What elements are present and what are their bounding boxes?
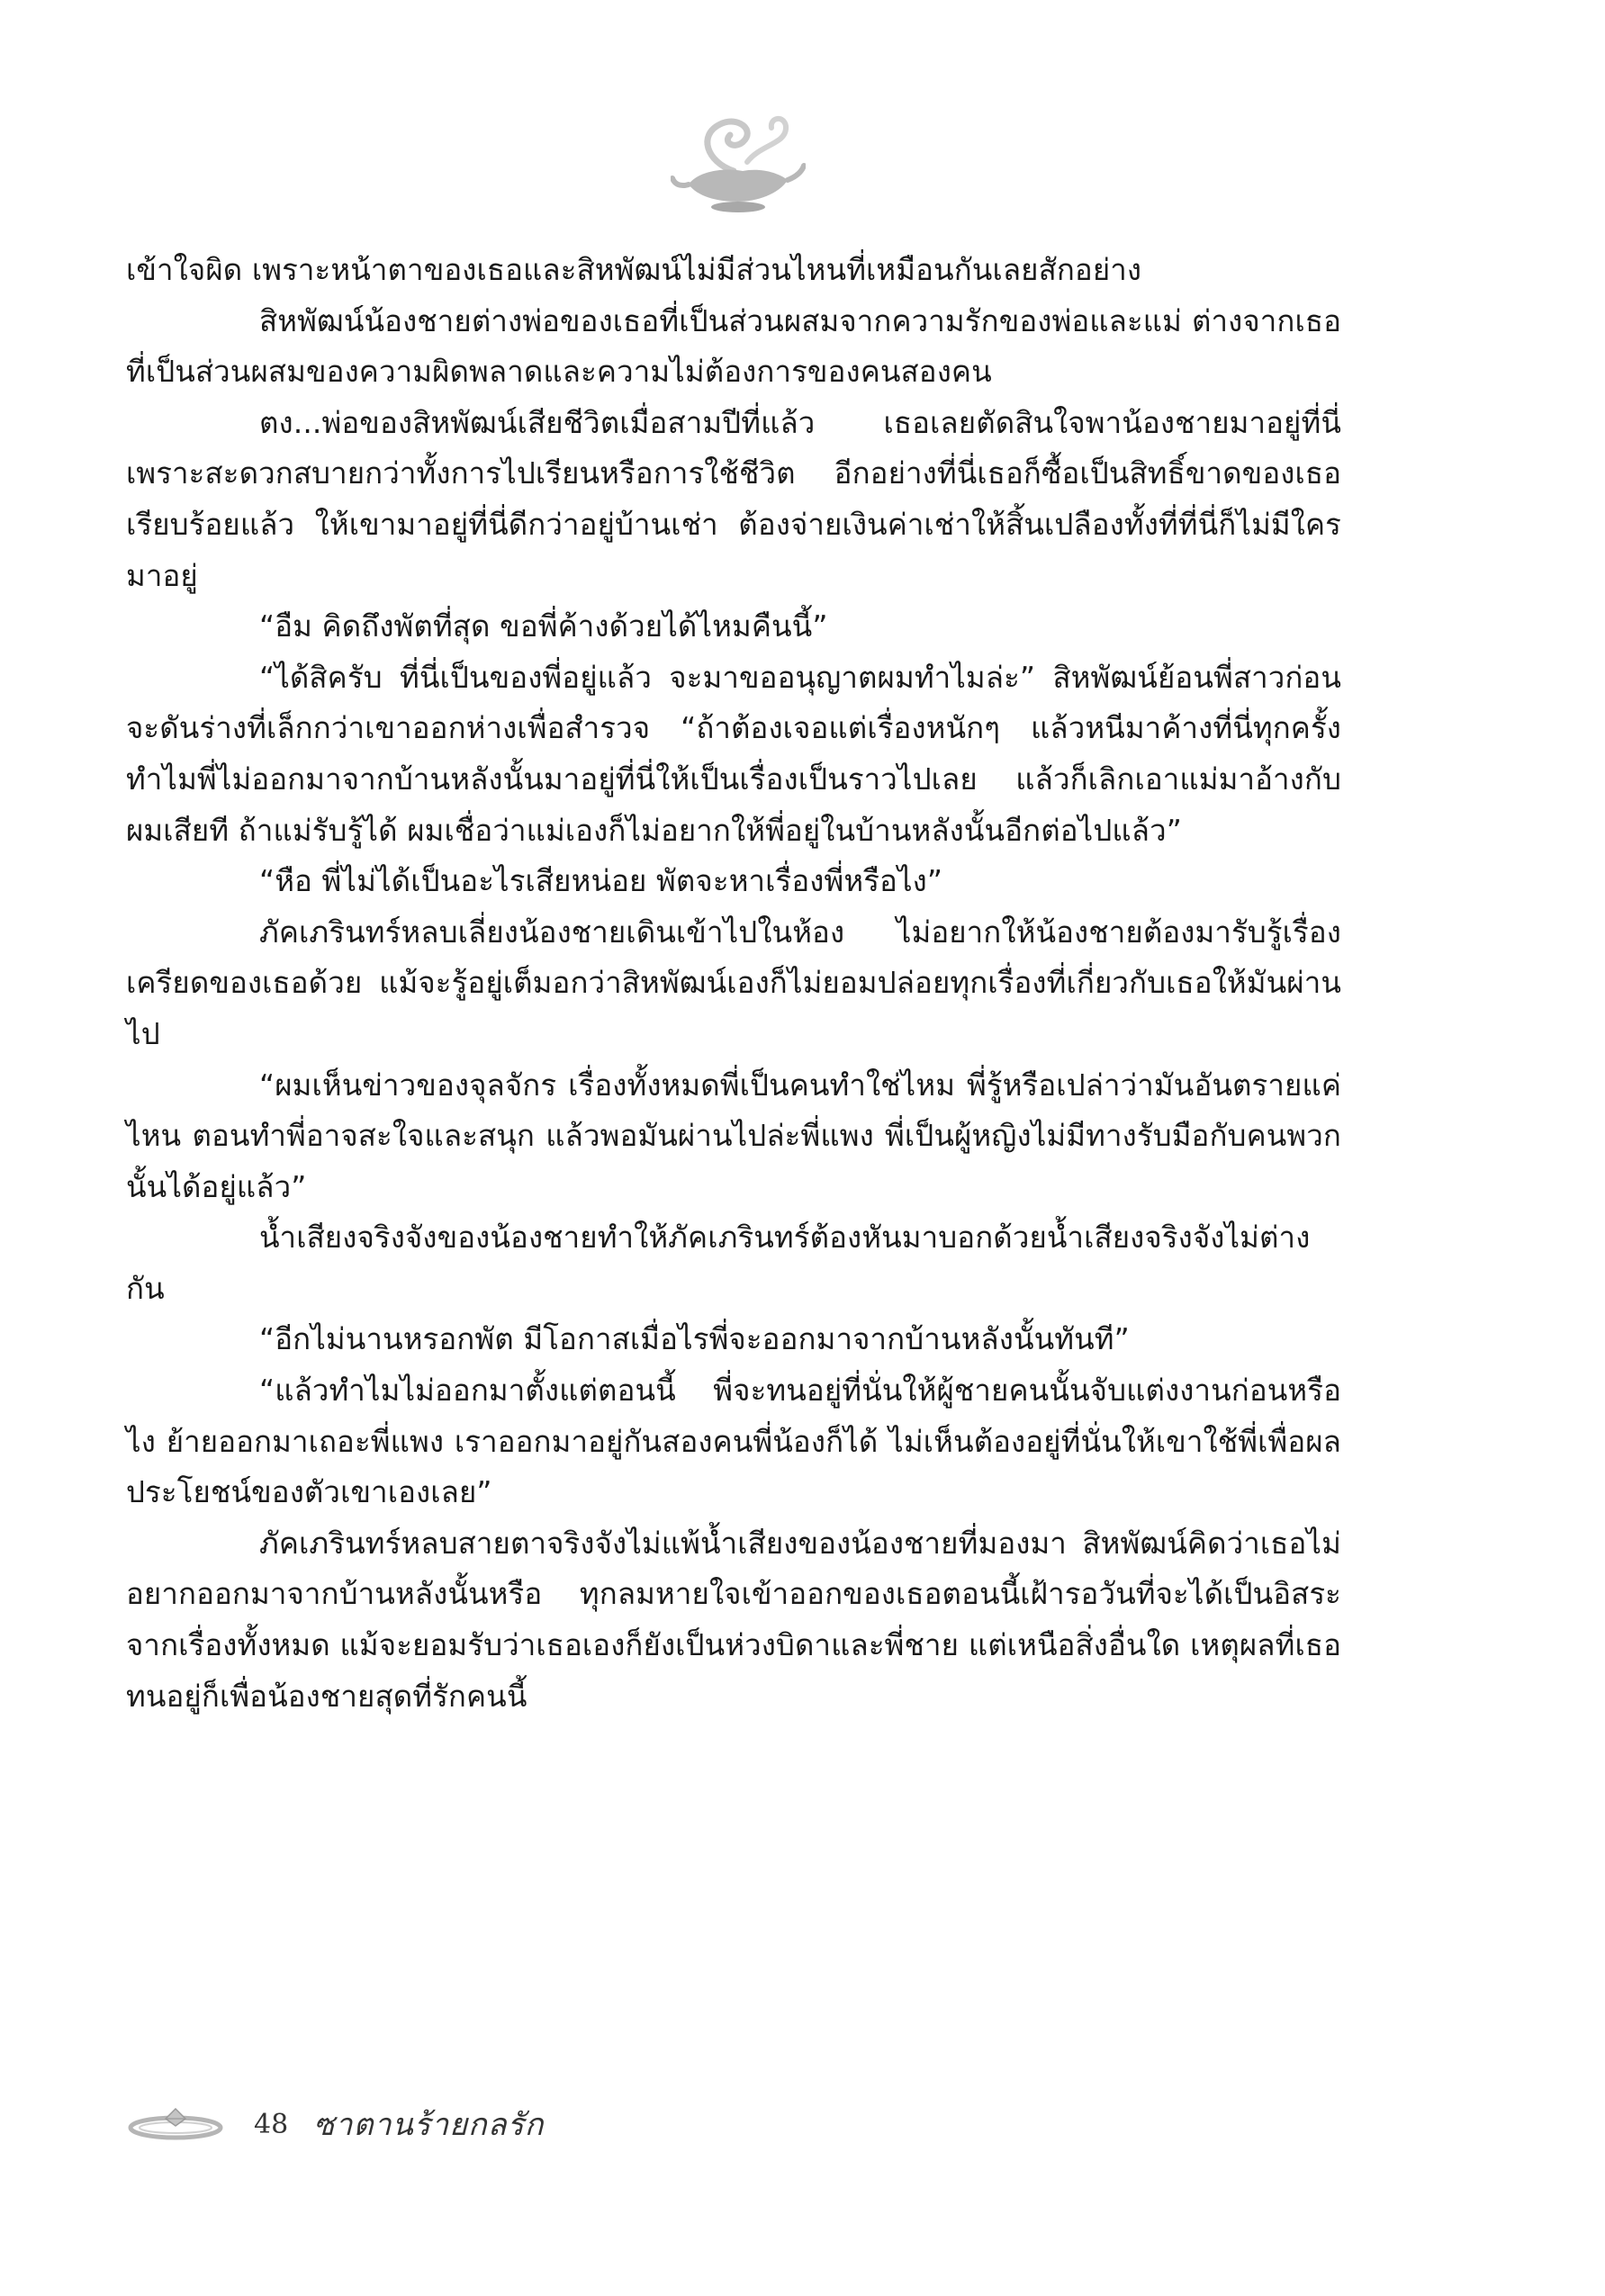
page-footer bbox=[126, 2097, 544, 2151]
diamond-ring-icon bbox=[126, 2106, 225, 2142]
paragraph: “แล้วทำไมไม่ออกมาตั้งแต่ตอนนี้ พี่จะทนอยู่ที่นั่นให้ผู้ชายคนนั้นจับแต่งงานก่อนหรือไง ย้ายออกมาเถอะพี่แพง เราออกมาอยู่กันสองคนพี่น้องก็ได้ ไม่เห็นต้องอยู่ที่นั่นให้เขาใช้พี่เพื่อผลประโยชน์ของตัวเขาเองเลย” bbox=[126, 1373, 1341, 1510]
paragraph: “ผมเห็นข่าวของจุลจักร เรื่องทั้งหมดพี่เป็นคนทำใช่ไหม พี่รู้หรือเปล่าว่ามันอันตรายแค่ไหน ตอนทำพี่อาจสะใจและสนุก แล้วพอมันผ่านไปล่ะพี่แพง พี่เป็นผู้หญิงไม่มีทางรับมือกับคนพวกนั้นได้อยู่แล้ว” bbox=[126, 1067, 1341, 1204]
paragraph: ภัคเภรินทร์หลบเลี่ยงน้องชายเดินเข้าไปในห้อง ไม่อยากให้น้องชายต้องมารับรู้เรื่องเครียดของเธอด้วย แม้จะรู้อยู่เต็มอกว่าสิหพัฒน์เองก็ไม่ยอมปล่อยทุกเรื่องที่เกี่ยวกับเธอให้มันผ่านไป bbox=[126, 914, 1341, 1051]
paragraph: ภัคเภรินทร์หลบสายตาจริงจังไม่แพ้น้ำเสียงของน้องชายที่มองมา สิหพัฒน์คิดว่าเธอไม่อยากออกมาจากบ้านหลังนั้นหรือ ทุกลมหายใจเข้าออกของเธอตอนนี้เฝ้ารอวันที่จะได้เป็นอิสระจากเรื่องทั้งหมด แม้จะยอมรับว่าเธอเองก็ยังเป็นห่วงบิดาและพี่ชาย แต่เหนือสิ่งอื่นใด เหตุผลที่เธอทนอยู่ก็เพื่อน้องชายสุดที่รักคนนี้ bbox=[126, 1525, 1341, 1714]
paragraph: เข้าใจผิด เพราะหน้าตาของเธอและสิหพัฒน์ไม่มีส่วนไหนที่เหมือนกันเลยสักอย่าง bbox=[126, 252, 1142, 287]
body-text bbox=[126, 245, 1341, 1722]
paragraph: สิหพัฒน์น้องชายต่างพ่อของเธอที่เป็นส่วนผสมจากความรักของพ่อและแม่ ต่างจากเธอที่เป็นส่วนผสมของความผิดพลาดและความไม่ต้องการของคนสองคน bbox=[126, 302, 1341, 390]
book-title: ซาตานร้ายกลรัก bbox=[313, 2107, 545, 2143]
magic-lamp-icon bbox=[671, 108, 806, 216]
paragraph: ตง...พ่อของสิหพัฒน์เสียชีวิตเมื่อสามปีที่แล้ว เธอเลยตัดสินใจพาน้องชายมาอยู่ที่นี่ เพราะสะดวกสบายกว่าทั้งการไปเรียนหรือการใช้ชีวิต อีกอย่างที่นี่เธอก็ซื้อเป็นสิทธิ์ขาดของเธอเรียบร้อยแล้ว ให้เขามาอยู่ที่นี่ดีกว่าอยู่บ้านเช่า ต้องจ่ายเงินค่าเช่าให้สิ้นเปลืองทั้งที่ที่นี่ก็ไม่มีใครมาอยู่ bbox=[126, 404, 1341, 593]
paragraph: “อืม คิดถึงพัตที่สุด ขอพี่ค้างด้วยได้ไหมคืนนี้” bbox=[259, 608, 828, 644]
paragraph: “ได้สิครับ ที่นี่เป็นของพี่อยู่แล้ว จะมาขออนุญาตผมทำไมล่ะ” สิหพัฒน์ย้อนพี่สาวก่อนจะดันร่างที่เล็กกว่าเขาออกห่างเพื่อสำรวจ “ถ้าต้องเจอแต่เรื่องหนักๆ แล้วหนีมาค้างที่นี่ทุกครั้ง ทำไมพี่ไม่ออกมาจากบ้านหลังนั้นมาอยู่ที่นี่ให้เป็นเรื่องเป็นราวไปเลย แล้วก็เลิกเอาแม่มาอ้างกับผมเสียที ถ้าแม่รับรู้ได้ ผมเชื่อว่าแม่เองก็ไม่อยากให้พี่อยู่ในบ้านหลังนั้นอีกต่อไปแล้ว” bbox=[126, 659, 1341, 848]
paragraph: น้ำเสียงจริงจังของน้องชายทำให้ภัคเภรินทร์ต้องหันมาบอกด้วยน้ำเสียงจริงจังไม่ต่างกัน bbox=[126, 1220, 1311, 1306]
page-number: 48 bbox=[254, 2108, 289, 2140]
paragraph: “อีกไม่นานหรอกพัต มีโอกาสเมื่อไรพี่จะออกมาจากบ้านหลังนั้นทันที” bbox=[259, 1321, 1130, 1357]
paragraph: “หือ พี่ไม่ได้เป็นอะไรเสียหน่อย พัตจะหาเรื่องพี่หรือไง” bbox=[259, 863, 943, 899]
